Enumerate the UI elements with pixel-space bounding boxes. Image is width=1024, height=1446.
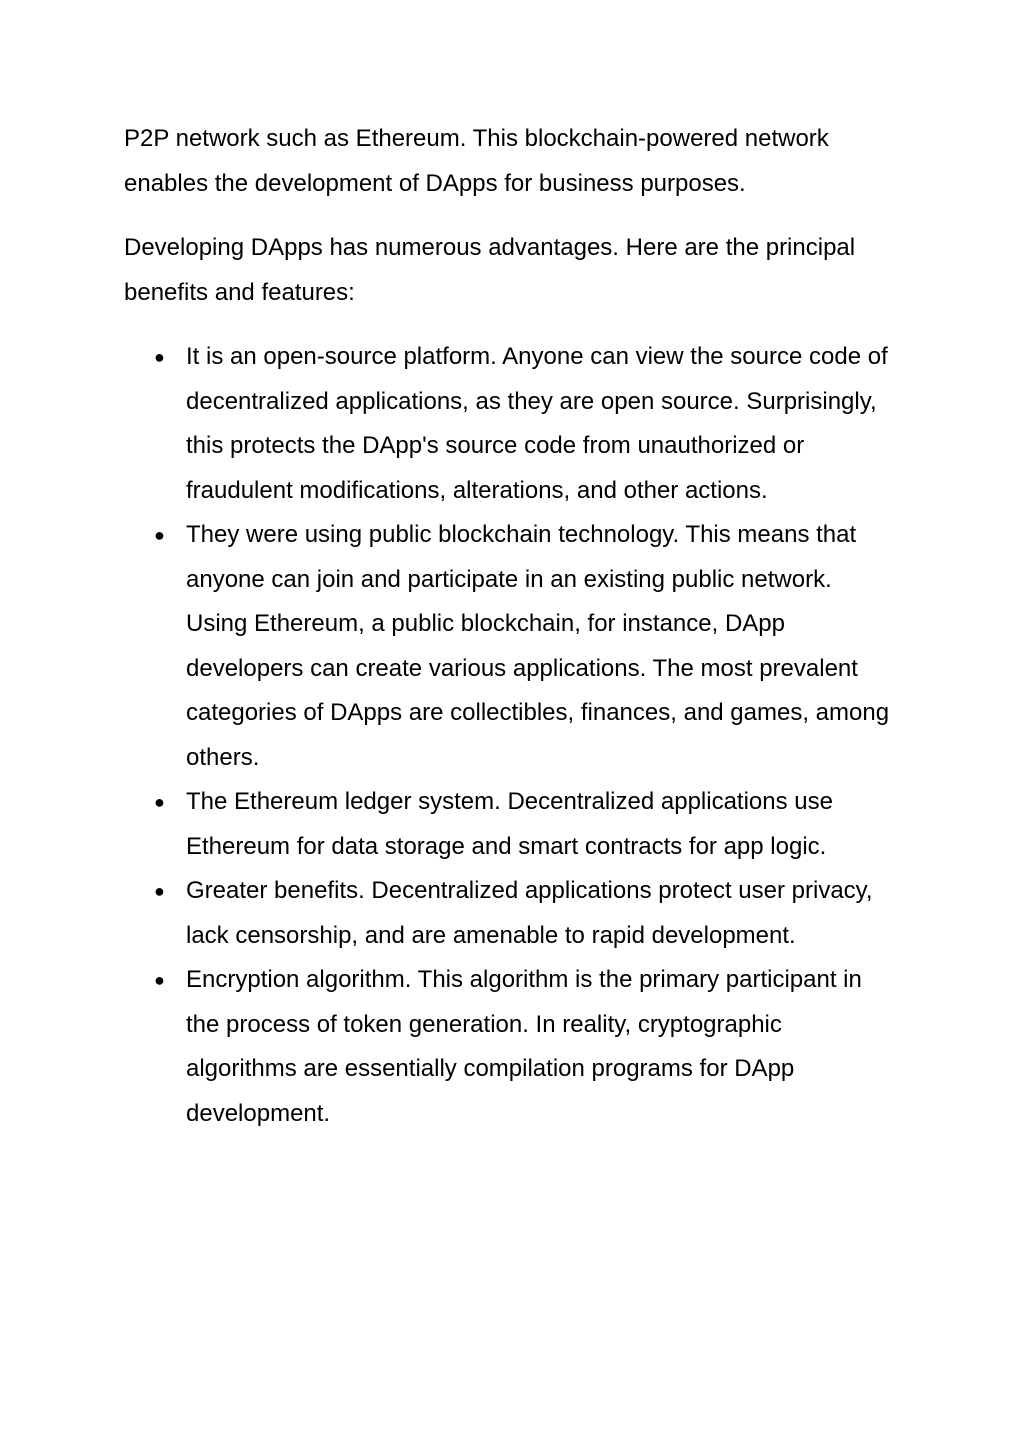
list-item-text: It is an open-source platform. Anyone can view the source code of decentralized applications, as they are open source. Surprisingly, this protects the DApp's source code from unauthorized or fraudulent modifications, alterations, and other actions. — [186, 343, 888, 504]
benefits-list — [124, 335, 894, 1136]
list-item — [124, 335, 894, 513]
paragraph-intro: P2P network such as Ethereum. This blockchain-powered network enables the development of DApps for business purposes. — [124, 125, 829, 197]
bullet-icon: ● — [154, 881, 165, 901]
bullet-icon: ● — [154, 525, 165, 545]
list-item-text: Encryption algorithm. This algorithm is the primary participant in the process of token generation. In reality, cryptographic algorithms are essentially compilation programs for DApp development. — [186, 966, 862, 1127]
bullet-icon: ● — [154, 347, 165, 367]
list-item — [124, 958, 894, 1136]
list-item — [124, 513, 894, 780]
list-item-text: They were using public blockchain technology. This means that anyone can join and participate in an existing public network. Using Ethereum, a public blockchain, for instance, DApp developers can create various applications. The most prevalent categories of DApps are collectibles, finances, and games, among others. — [186, 521, 890, 771]
paragraph-advantages: Developing DApps has numerous advantages. Here are the principal benefits and features: — [124, 234, 856, 306]
bullet-icon: ● — [154, 792, 165, 812]
document-page — [124, 117, 894, 1136]
list-item-text: The Ethereum ledger system. Decentralized applications use Ethereum for data storage and smart contracts for app logic. — [186, 788, 833, 860]
bullet-icon: ● — [154, 970, 165, 990]
list-item — [124, 869, 894, 958]
list-item — [124, 780, 894, 869]
list-item-text: Greater benefits. Decentralized applications protect user privacy, lack censorship, and are amenable to rapid development. — [186, 877, 873, 949]
